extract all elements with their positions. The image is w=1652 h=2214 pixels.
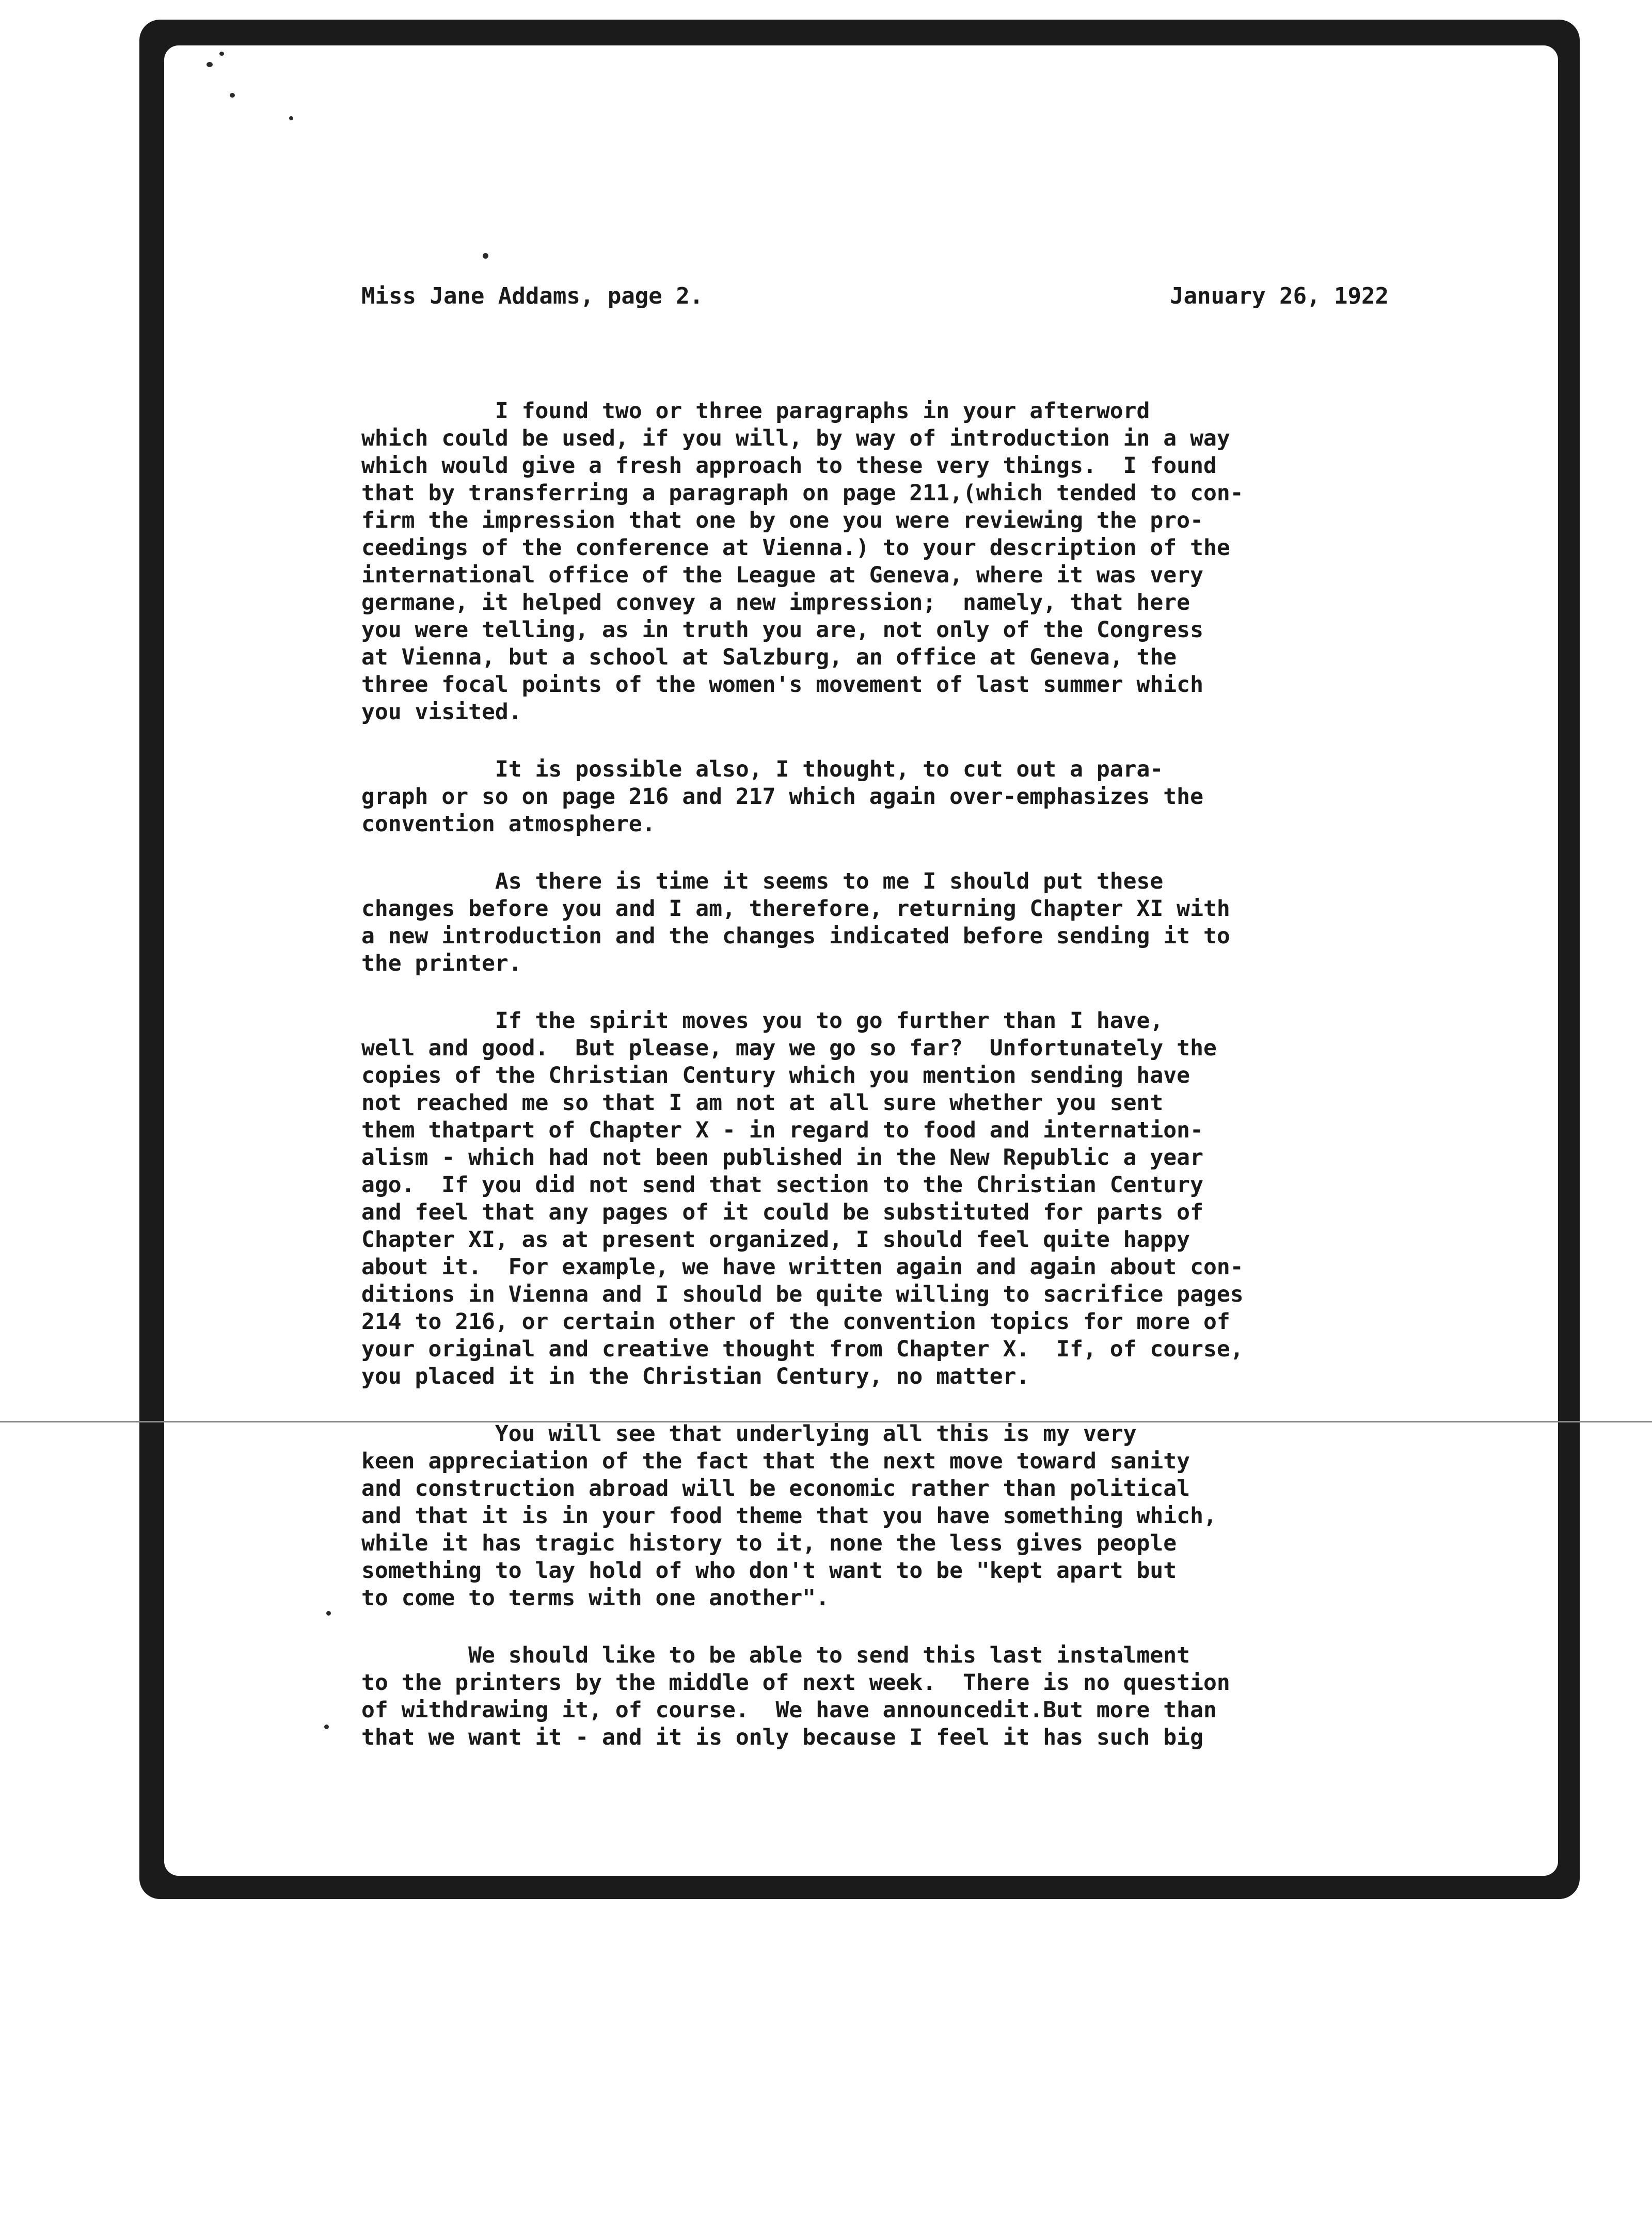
text-line: germane, it helped convey a new impression; namely, that here <box>361 590 1190 615</box>
speckle <box>219 52 224 56</box>
paragraph <box>361 1642 1446 1751</box>
text-line: three focal points of the women's movement of last summer which <box>361 672 1203 698</box>
text-line: and that it is in your food theme that you have something which, <box>361 1503 1217 1529</box>
text-line: well and good. But please, may we go so far? Unfortunately the <box>361 1035 1217 1061</box>
text-line: you placed it in the Christian Century, no matter. <box>361 1364 1030 1389</box>
text-line: about it. For example, we have written again and again about con- <box>361 1254 1244 1280</box>
text-line: ago. If you did not send that section to the Christian Century <box>361 1172 1203 1198</box>
text-line: We should like to be able to send this last instalment <box>361 1642 1190 1668</box>
text-line: that we want it - and it is only because I feel it has such big <box>361 1725 1203 1750</box>
text-line: It is possible also, I thought, to cut out a para- <box>361 756 1164 782</box>
text-line: you visited. <box>361 699 522 725</box>
text-line: Chapter XI, as at present organized, I should feel quite happy <box>361 1227 1190 1253</box>
text-line: convention atmosphere. <box>361 811 656 837</box>
text-line: a new introduction and the changes indicated before sending it to <box>361 923 1230 949</box>
text-line: to the printers by the middle of next week. There is no question <box>361 1670 1230 1696</box>
text-line: You will see that underlying all this is my very <box>361 1421 1137 1447</box>
text-line: international office of the League at Geneva, where it was very <box>361 562 1203 588</box>
recipient-page-label: Miss Jane Addams, page 2. <box>361 283 704 309</box>
text-line: of withdrawing it, of course. We have announcedit.But more than <box>361 1697 1217 1723</box>
text-line: which would give a fresh approach to these very things. I found <box>361 453 1217 479</box>
speckle <box>230 93 235 98</box>
speckle <box>324 1725 329 1729</box>
text-line: ceedings of the conference at Vienna.) to your description of the <box>361 535 1230 561</box>
text-line: copies of the Christian Century which you mention sending have <box>361 1063 1190 1088</box>
text-line: 214 to 216, or certain other of the convention topics for more of <box>361 1309 1230 1335</box>
paragraph <box>361 1420 1446 1612</box>
text-line: your original and creative thought from Chapter X. If, of course, <box>361 1336 1244 1362</box>
paragraph <box>361 398 1446 726</box>
text-line: If the spirit moves you to go further than I have, <box>361 1008 1164 1034</box>
text-line: keen appreciation of the fact that the next move toward sanity <box>361 1448 1190 1474</box>
letter-body <box>361 398 1446 1781</box>
text-line: ditions in Vienna and I should be quite willing to sacrifice pages <box>361 1282 1244 1307</box>
text-line: them thatpart of Chapter X - in regard to food and internation- <box>361 1117 1203 1143</box>
text-line: that by transferring a paragraph on page 211,(which tended to con- <box>361 480 1244 506</box>
text-line: the printer. <box>361 951 522 976</box>
text-line: firm the impression that one by one you were reviewing the pro- <box>361 508 1203 533</box>
speckle <box>206 62 213 67</box>
text-line: graph or so on page 216 and 217 which again over-emphasizes the <box>361 784 1203 810</box>
paragraph <box>361 868 1446 977</box>
text-line: I found two or three paragraphs in your afterword <box>361 398 1150 424</box>
text-line: which could be used, if you will, by way of introduction in a way <box>361 425 1230 451</box>
text-line: to come to terms with one another". <box>361 1585 830 1611</box>
text-line: you were telling, as in truth you are, not only of the Congress <box>361 617 1203 643</box>
text-line: at Vienna, but a school at Salzburg, an office at Geneva, the <box>361 644 1177 670</box>
letter-date: January 26, 1922 <box>1170 283 1389 309</box>
text-line: alism - which had not been published in the New Republic a year <box>361 1145 1203 1171</box>
text-line: changes before you and I am, therefore, returning Chapter XI with <box>361 896 1230 922</box>
text-line: while it has tragic history to it, none the less gives people <box>361 1530 1177 1556</box>
text-line: As there is time it seems to me I should put these <box>361 868 1164 894</box>
paragraph <box>361 1007 1446 1390</box>
speckle <box>289 116 293 120</box>
letter-header <box>361 283 1389 309</box>
paragraph <box>361 756 1446 838</box>
text-line: and construction abroad will be economic rather than political <box>361 1476 1190 1501</box>
text-line: and feel that any pages of it could be substituted for parts of <box>361 1199 1203 1225</box>
speckle <box>326 1611 331 1616</box>
speckle <box>483 253 488 259</box>
text-line: not reached me so that I am not at all sure whether you sent <box>361 1090 1164 1116</box>
text-line: something to lay hold of who don't want to be "kept apart but <box>361 1558 1177 1584</box>
